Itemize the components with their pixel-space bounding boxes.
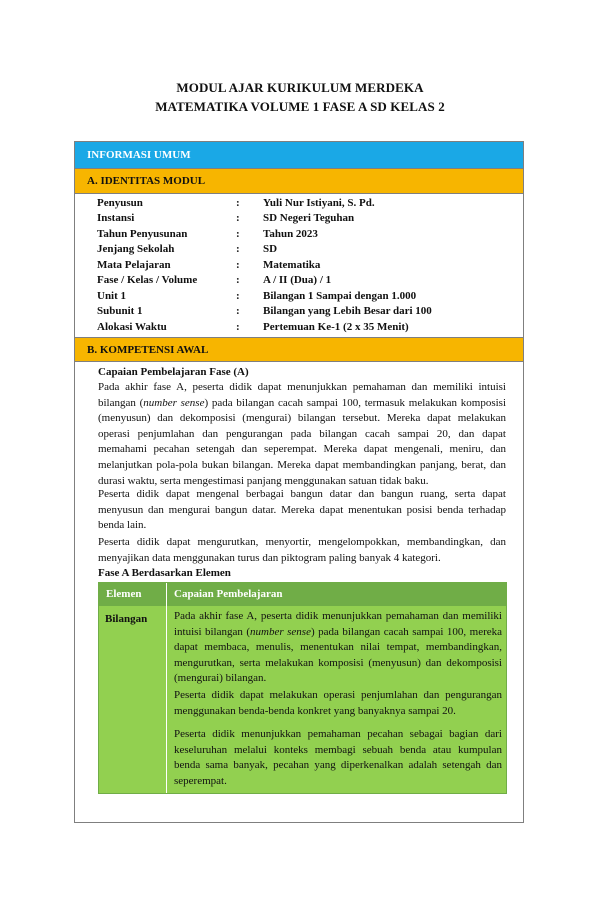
paragraph-text: ) pada bilangan cacah sampai 100, termasuk melakukan komposisi (menyusun) dan dekomposisi (mengurai) bilangan tersebut. Mereka dapat melakukan operasi penjumlahan dan pengurangan pada bilangan cacah sampai 20, dan dapat memahami pecahan setengah dan seperempat. Mereka dapat mengenali, meniru, dan melanjutkan pola-pola bukan bilangan. Mereka dapat membandingkan panjang, berat, dan durasi waktu, serta mengestimasi panjang menggunakan satuan tidak baku. xyxy=(98,396,506,487)
column-divider xyxy=(166,583,167,793)
identity-value: Tahun 2023 xyxy=(263,228,318,240)
capaian-paragraph-2: Peserta didik dapat mengenal berbagai bangun datar dan bangun ruang, serta dapat menyusun dan mengurai bangun datar. Mereka dapat menentukan posisi benda terhadap benda lain. xyxy=(98,488,506,532)
cell-text: Pada akhir fase A, peserta didik menunjukkan pemahaman dan memiliki intuisi bilangan ( xyxy=(174,610,502,638)
identity-colon: : xyxy=(236,305,240,317)
capaian-cell-paragraph: Peserta didik dapat melakukan operasi penjumlahan dan pengurangan menggunakan benda-benda konkret yang banyaknya sampai 20. xyxy=(174,689,502,717)
fase-a-heading: Fase A Berdasarkan Elemen xyxy=(98,567,231,579)
identity-colon: : xyxy=(236,212,240,224)
identity-label: Mata Pelajaran xyxy=(97,259,171,271)
identity-label: Penyusun xyxy=(97,197,143,209)
identity-label: Instansi xyxy=(97,212,135,224)
identity-value: Bilangan yang Lebih Besar dari 100 xyxy=(263,305,432,317)
element-cell: Bilangan xyxy=(105,613,148,625)
table-header-row xyxy=(99,583,506,606)
capaian-cell-paragraph xyxy=(174,609,502,687)
capaian-paragraph-3: Peserta didik dapat mengurutkan, menyortir, mengelompokkan, membandingkan, dan menyajikan data menggunakan turus dan piktogram paling banyak 4 kategori. xyxy=(98,536,506,564)
document-title: MODUL AJAR KURIKULUM MERDEKA xyxy=(176,80,424,95)
cell-text: ) pada bilangan cacah sampai 100, mereka dapat membaca, menulis, menentukan nilai tempat, membandingkan, mengurutkan, serta melakukan komposisi (menyusun) dan dekomposisi (mengurai) bilangan. xyxy=(174,625,503,685)
identity-label: Fase / Kelas / Volume xyxy=(97,274,198,286)
identity-colon: : xyxy=(236,243,240,255)
section-header-kompetensi-awal: B. KOMPETENSI AWAL xyxy=(75,337,523,362)
emphasis-term: number sense xyxy=(250,625,311,638)
column-header-capaian: Capaian Pembelajaran xyxy=(174,588,283,600)
element-table xyxy=(98,582,507,794)
identity-value: Bilangan 1 Sampai dengan 1.000 xyxy=(263,290,417,302)
column-header-elemen: Elemen xyxy=(106,588,142,600)
paragraph-text: Pada akhir fase A, peserta didik dapat menunjukkan pemahaman dan memiliki intuisi bilangan ( xyxy=(98,381,506,409)
identity-colon: : xyxy=(236,274,240,286)
identity-value: Yuli Nur Istiyani, S. Pd. xyxy=(263,197,375,209)
capaian-cell-paragraph: Peserta didik menunjukkan pemahaman pecahan sebagai bagian dari keseluruhan melalui konteks membagi sebuah benda atau kumpulan benda sama banyak, pecahan yang diperkenalkan adalah setengah dan seperempat. xyxy=(174,728,502,787)
identity-colon: : xyxy=(236,321,240,333)
identity-value: SD Negeri Teguhan xyxy=(263,212,355,224)
identity-value: Matematika xyxy=(263,259,321,271)
identity-colon: : xyxy=(236,197,240,209)
identity-value: A / II (Dua) / 1 xyxy=(263,274,332,286)
identity-label: Alokasi Waktu xyxy=(97,321,167,333)
identity-label: Tahun Penyusunan xyxy=(97,228,188,240)
emphasis-term: number sense xyxy=(143,396,205,409)
identity-value: Pertemuan Ke-1 (2 x 35 Menit) xyxy=(263,321,409,333)
identity-colon: : xyxy=(236,228,240,240)
identity-value: SD xyxy=(263,243,278,255)
identity-label: Subunit 1 xyxy=(97,305,143,317)
section-header-informasi-umum: INFORMASI UMUM xyxy=(75,142,523,169)
capaian-paragraph-1 xyxy=(98,380,506,489)
identity-label: Unit 1 xyxy=(97,290,127,302)
capaian-heading: Capaian Pembelajaran Fase (A) xyxy=(98,366,249,378)
identity-label: Jenjang Sekolah xyxy=(97,243,175,255)
identity-colon: : xyxy=(236,290,240,302)
identity-colon: : xyxy=(236,259,240,271)
document-subtitle: MATEMATIKA VOLUME 1 FASE A SD KELAS 2 xyxy=(155,99,445,114)
section-header-identitas-modul: A. IDENTITAS MODUL xyxy=(75,169,523,194)
